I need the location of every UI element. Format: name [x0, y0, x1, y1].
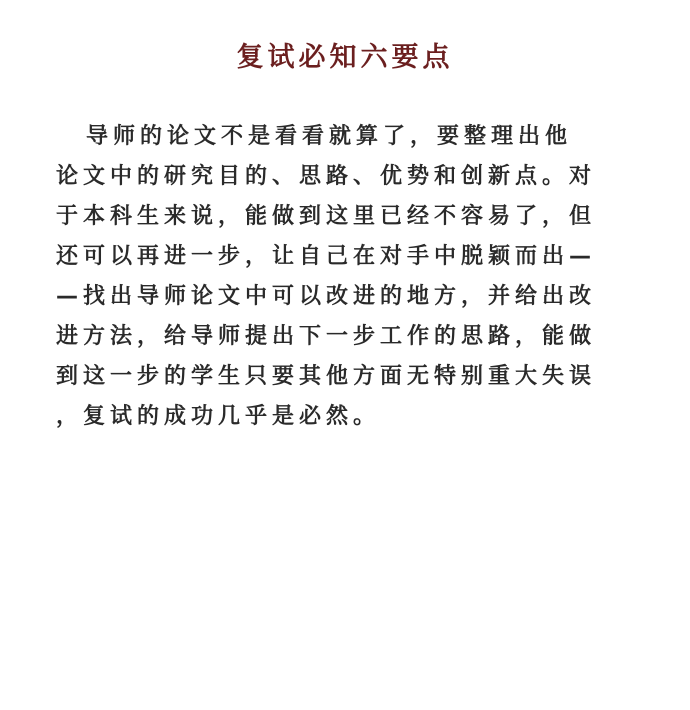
- article-line: 到这一步的学生只要其他方面无特别重大失误: [56, 364, 597, 389]
- article-title: 复试必知六要点: [236, 42, 454, 73]
- article-line: 还可以再进一步，让自己在对手中脱颖而出—: [56, 244, 597, 269]
- article-line: ，复试的成功几乎是必然。: [56, 404, 381, 429]
- article-line: 进方法，给导师提出下一步工作的思路，能做: [56, 324, 597, 349]
- article-line: 于本科生来说，能做到这里已经不容易了，但: [56, 204, 597, 229]
- article-line: 导师的论文不是看看就算了，要整理出他: [86, 124, 573, 149]
- article-line: —找出导师论文中可以改进的地方，并给出改: [56, 284, 597, 309]
- article-line: 论文中的研究目的、思路、优势和创新点。对: [56, 164, 597, 189]
